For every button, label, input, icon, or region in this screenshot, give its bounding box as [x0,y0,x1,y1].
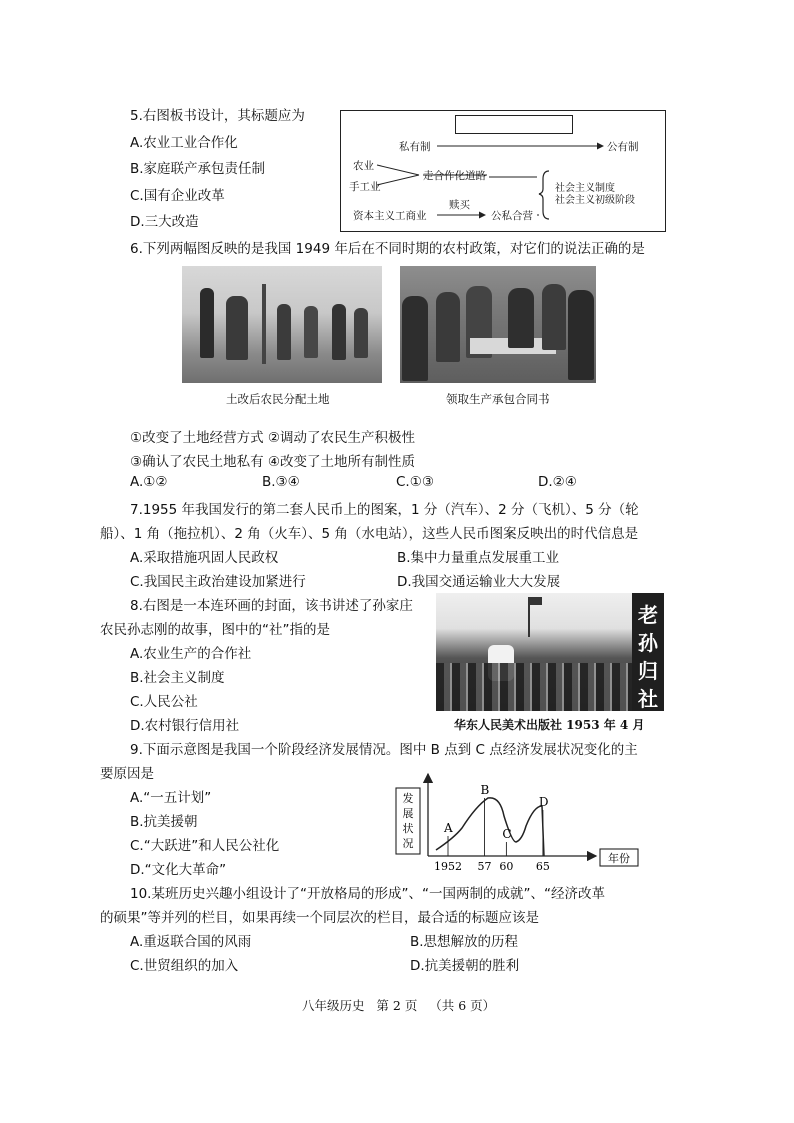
x-tick-label: 1952 [434,860,462,873]
label-agriculture: 农业 [353,160,374,172]
q7-stem-line1: 7.1955 年我国发行的第二套人民币上的图案，1 分（汽车）、2 分（飞机）、5 分（轮 [130,502,639,518]
cover-title-3: 归 [638,659,658,683]
cover-publisher: 华东人民美术出版社 1953 年 4 月 [454,718,645,732]
q8-option-c: C.人民公社 [130,694,198,710]
q9-option-c: C.“大跃进”和人民公社化 [130,838,280,854]
caption-contract: 领取生产承包合同书 [446,392,550,406]
q5-option-b: B.家庭联产承包责任制 [130,161,266,177]
q10-stem-line2: 的硕果”等并列的栏目，如果再续一个同层次的栏目，最合适的标题应该是 [100,910,539,926]
q5-option-c: C.国有企业改革 [130,188,225,204]
label-private: 私有制 [399,141,431,153]
q7-option-d: D.我国交通运输业大大发展 [397,574,561,590]
q7-option-c: C.我国民主政治建设加紧进行 [130,574,306,590]
q6-stem: 6.下列两幅图反映的是我国 1949 年后在不同时期的农村政策，对它们的说法正确的是 [130,241,645,257]
q8-option-b: B.社会主义制度 [130,670,225,686]
q10-stem-line1: 10.某班历史兴趣小组设计了“开放格局的形成”、“一国两制的成就”、“经济改革 [130,886,605,902]
y-axis-label-char: 状 [402,822,414,835]
q6-statements-1: ①改变了土地经营方式 ②调动了农民生产积极性 [130,430,415,446]
x-tick-label: 57 [477,860,492,873]
photo-land-reform [182,266,382,383]
economy-chart [392,766,642,876]
label-cooperative-road: 走合作化道路 [423,170,486,182]
label-joint: 公私合营 [491,210,533,222]
q6-statements-2: ③确认了农民土地私有 ④改变了土地所有制性质 [130,454,415,470]
point-label-a: A [444,821,453,835]
cover-title-4: 社 [638,687,658,711]
q5-board-diagram [340,110,666,232]
caption-land-reform: 土改后农民分配土地 [226,392,330,406]
y-axis-label-char: 发 [402,792,414,805]
label-redemption: 赎买 [449,199,470,211]
point-label-d: D [538,795,549,809]
page-footer: 八年级历史 第 2 页 （共 6 页） [302,998,496,1013]
q9-stem-line1: 9.下面示意图是我国一个阶段经济发展情况。图中 B 点到 C 点经济发展状况变化的主 [130,742,638,758]
q8-option-d: D.农村银行信用社 [130,718,240,734]
label-primary-stage: 社会主义初级阶段 [555,195,635,206]
y-axis-label-char: 展 [402,807,414,820]
q7-option-b: B.集中力量重点发展重工业 [397,550,560,566]
x-tick-label: 60 [499,860,514,873]
comic-cover [436,593,664,711]
q6-option-a: A.①② [130,474,168,490]
q7-stem-line2: 船）、1 角（拖拉机）、2 角（火车）、5 角（水电站），这些人民币图案反映出的时代信息是 [100,526,639,542]
q10-option-a: A.重返联合国的风雨 [130,934,252,950]
q10-option-b: B.思想解放的历程 [410,934,519,950]
q8-stem-line2: 农民孙志刚的故事，图中的“社”指的是 [100,622,330,638]
cover-title-2: 孙 [638,631,658,655]
q9-option-d: D.“文化大革命” [130,862,227,878]
q6-option-c: C.①③ [396,474,434,490]
q9-option-b: B.抗美援朝 [130,814,198,830]
point-label-c: C [502,827,512,841]
q5-option-d: D.三大改造 [130,214,199,230]
y-axis-label-char: 况 [402,837,414,850]
economy-chart-svg [392,766,642,876]
label-socialist-system: 社会主义制度 [555,183,615,194]
cover-title-1: 老 [638,603,658,627]
q10-option-d: D.抗美援朝的胜利 [410,958,520,974]
point-label-b: B [480,783,490,797]
x-axis-label: 年份 [608,852,630,865]
y-axis-label [403,791,414,850]
q5-option-a: A.农业工业合作化 [130,135,238,151]
q8-option-a: A.农业生产的合作社 [130,646,252,662]
q8-stem-line1: 8.右图是一本连环画的封面，该书讲述了孙家庄 [130,598,413,614]
label-handicraft: 手工业 [349,181,381,193]
q5-stem: 5.右图板书设计，其标题应为 [130,108,305,124]
q6-option-d: D.②④ [538,474,577,490]
label-capitalist: 资本主义工商业 [353,210,427,222]
x-tick-label: 65 [535,860,550,873]
q7-option-a: A.采取措施巩固人民政权 [130,550,279,566]
q10-option-c: C.世贸组织的加入 [130,958,239,974]
photo-contract [400,266,596,383]
q9-option-a: A.“一五计划” [130,790,212,806]
label-public: 公有制 [607,141,639,153]
q9-stem-line2: 要原因是 [100,766,154,782]
q6-option-b: B.③④ [262,474,300,490]
